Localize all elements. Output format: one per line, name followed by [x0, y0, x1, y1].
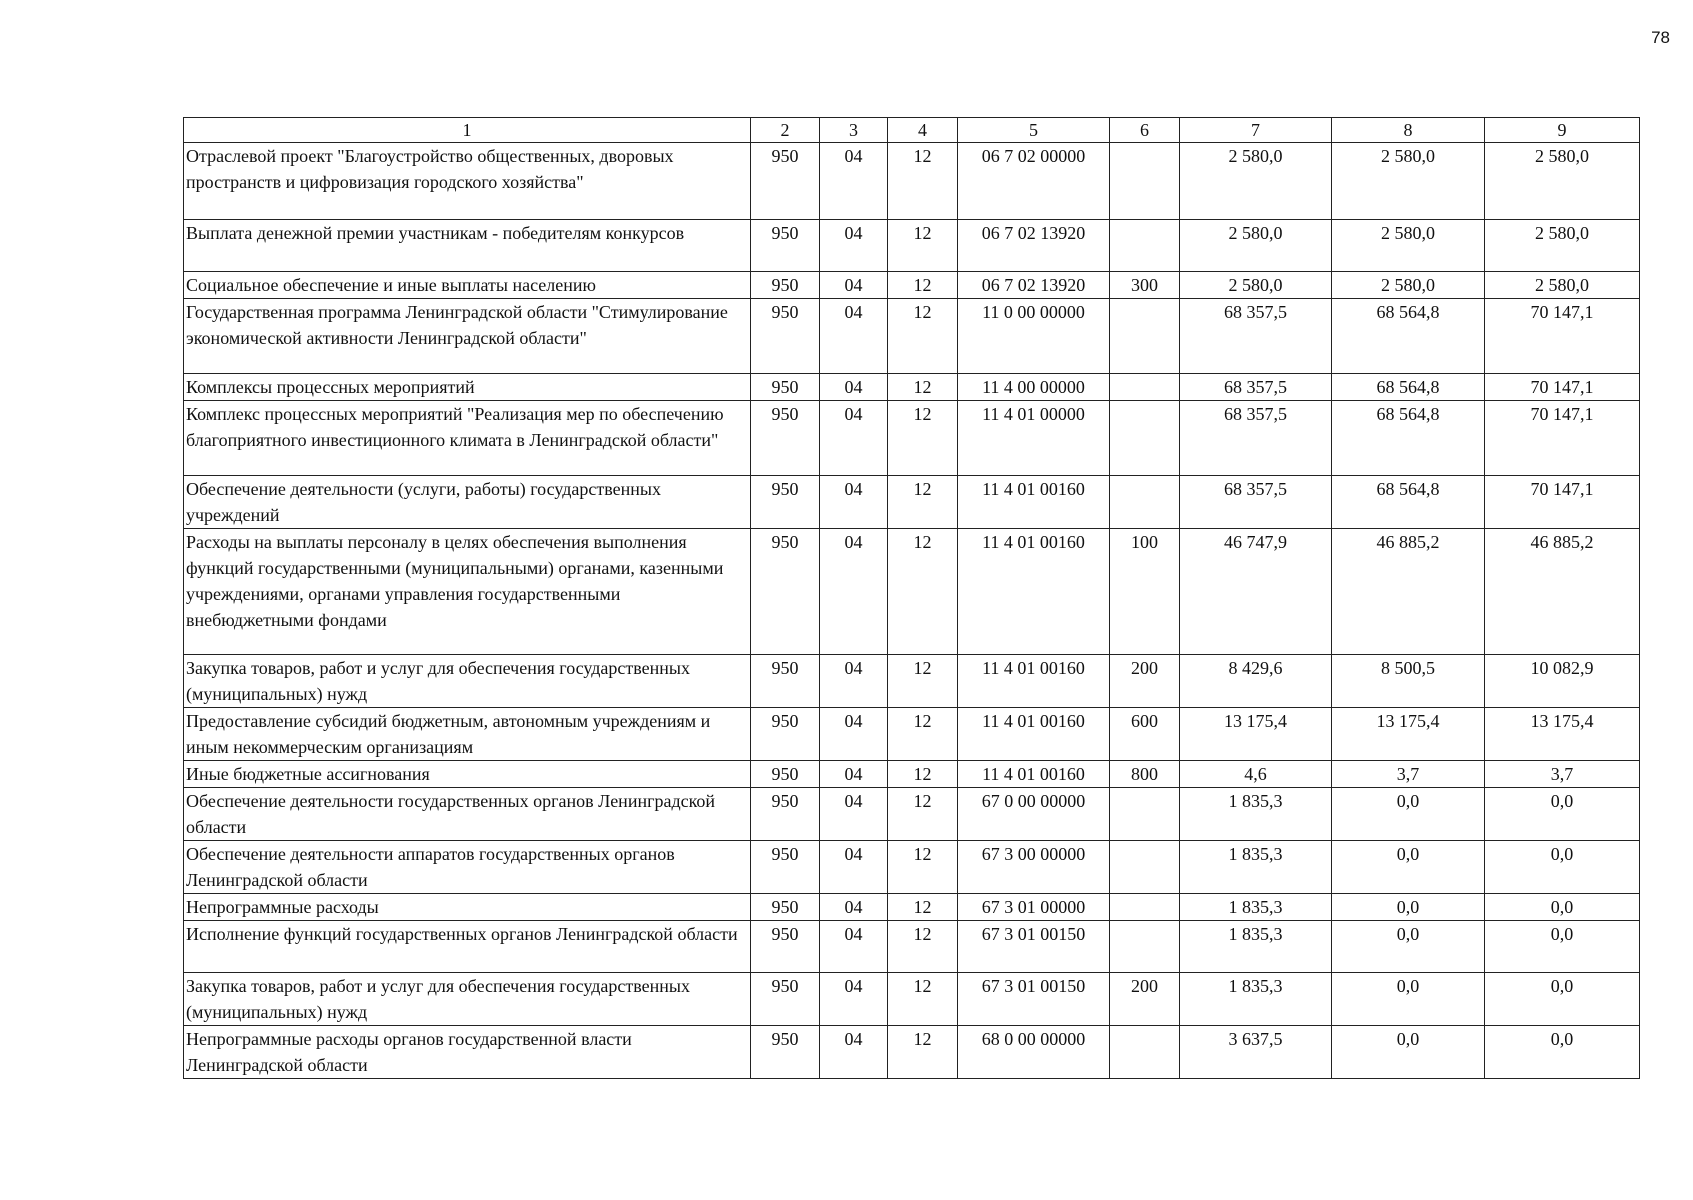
amount-col8-cell: 0,0: [1332, 921, 1485, 973]
row-name-cell: Закупка товаров, работ и услуг для обеспечения государственных (муниципальных) нужд: [184, 655, 751, 708]
table-row: [184, 788, 1640, 841]
target-article-cell: 06 7 02 13920: [958, 272, 1110, 299]
expense-type-cell: [1110, 401, 1180, 476]
expense-type-cell: [1110, 841, 1180, 894]
amount-col8-cell: 0,0: [1332, 788, 1485, 841]
amount-col9-cell: 0,0: [1485, 973, 1640, 1026]
budget-table: [183, 117, 1640, 1079]
amount-col8-cell: 3,7: [1332, 761, 1485, 788]
target-article-cell: 11 4 00 00000: [958, 374, 1110, 401]
table-row: [184, 894, 1640, 921]
section-cell: 04: [820, 761, 888, 788]
amount-col8-cell: 68 564,8: [1332, 476, 1485, 529]
row-name-cell: Социальное обеспечение и иные выплаты населению: [184, 272, 751, 299]
header-cell-5: 5: [958, 118, 1110, 143]
amount-col8-cell: 0,0: [1332, 841, 1485, 894]
row-name-cell: Непрограммные расходы органов государственной власти Ленинградской области: [184, 1026, 751, 1079]
subsection-cell: 12: [888, 841, 958, 894]
section-cell: 04: [820, 476, 888, 529]
expense-type-cell: 100: [1110, 529, 1180, 655]
expense-type-cell: 800: [1110, 761, 1180, 788]
row-name-cell: Комплекс процессных мероприятий "Реализация мер по обеспечению благоприятного инвестиционного климата в Ленинградской области": [184, 401, 751, 476]
subsection-cell: 12: [888, 143, 958, 220]
row-name-cell: Отраслевой проект "Благоустройство общественных, дворовых пространств и цифровизация городского хозяйства": [184, 143, 751, 220]
section-cell: 04: [820, 841, 888, 894]
table-row: [184, 973, 1640, 1026]
subsection-cell: 12: [888, 272, 958, 299]
target-article-cell: 11 4 01 00160: [958, 655, 1110, 708]
gl-code-cell: 950: [751, 299, 820, 374]
gl-code-cell: 950: [751, 921, 820, 973]
table-row: [184, 655, 1640, 708]
header-row: [184, 118, 1640, 143]
table-row: [184, 529, 1640, 655]
expense-type-cell: [1110, 476, 1180, 529]
expense-type-cell: [1110, 1026, 1180, 1079]
amount-col8-cell: 68 564,8: [1332, 401, 1485, 476]
table-row: [184, 1026, 1640, 1079]
gl-code-cell: 950: [751, 1026, 820, 1079]
amount-col9-cell: 70 147,1: [1485, 476, 1640, 529]
gl-code-cell: 950: [751, 476, 820, 529]
gl-code-cell: 950: [751, 143, 820, 220]
subsection-cell: 12: [888, 401, 958, 476]
amount-col7-cell: 3 637,5: [1180, 1026, 1332, 1079]
gl-code-cell: 950: [751, 973, 820, 1026]
target-article-cell: 67 3 01 00150: [958, 973, 1110, 1026]
amount-col7-cell: 1 835,3: [1180, 841, 1332, 894]
subsection-cell: 12: [888, 476, 958, 529]
amount-col8-cell: 0,0: [1332, 973, 1485, 1026]
target-article-cell: 68 0 00 00000: [958, 1026, 1110, 1079]
header-cell-4: 4: [888, 118, 958, 143]
expense-type-cell: [1110, 894, 1180, 921]
row-name-cell: Расходы на выплаты персоналу в целях обеспечения выполнения функций государственными (муниципальными) органами, казенными учреждениями, органами управления государственными внебюджетными фондами: [184, 529, 751, 655]
amount-col9-cell: 0,0: [1485, 841, 1640, 894]
subsection-cell: 12: [888, 921, 958, 973]
amount-col8-cell: 68 564,8: [1332, 299, 1485, 374]
target-article-cell: 11 0 00 00000: [958, 299, 1110, 374]
table-row: [184, 841, 1640, 894]
amount-col7-cell: 68 357,5: [1180, 299, 1332, 374]
expense-type-cell: [1110, 143, 1180, 220]
expense-type-cell: [1110, 788, 1180, 841]
amount-col7-cell: 13 175,4: [1180, 708, 1332, 761]
amount-col7-cell: 68 357,5: [1180, 401, 1332, 476]
target-article-cell: 11 4 01 00160: [958, 761, 1110, 788]
table-row: [184, 143, 1640, 220]
target-article-cell: 11 4 01 00160: [958, 529, 1110, 655]
amount-col7-cell: 2 580,0: [1180, 220, 1332, 272]
header-cell-8: 8: [1332, 118, 1485, 143]
table-row: [184, 374, 1640, 401]
amount-col9-cell: 70 147,1: [1485, 299, 1640, 374]
target-article-cell: 67 3 01 00000: [958, 894, 1110, 921]
gl-code-cell: 950: [751, 374, 820, 401]
table-row: [184, 708, 1640, 761]
section-cell: 04: [820, 655, 888, 708]
expense-type-cell: [1110, 220, 1180, 272]
expense-type-cell: 200: [1110, 655, 1180, 708]
section-cell: 04: [820, 1026, 888, 1079]
subsection-cell: 12: [888, 1026, 958, 1079]
section-cell: 04: [820, 921, 888, 973]
section-cell: 04: [820, 374, 888, 401]
header-cell-7: 7: [1180, 118, 1332, 143]
subsection-cell: 12: [888, 973, 958, 1026]
section-cell: 04: [820, 529, 888, 655]
amount-col9-cell: 70 147,1: [1485, 401, 1640, 476]
header-cell-6: 6: [1110, 118, 1180, 143]
subsection-cell: 12: [888, 788, 958, 841]
row-name-cell: Обеспечение деятельности государственных органов Ленинградской области: [184, 788, 751, 841]
subsection-cell: 12: [888, 655, 958, 708]
amount-col7-cell: 1 835,3: [1180, 788, 1332, 841]
gl-code-cell: 950: [751, 272, 820, 299]
amount-col9-cell: 10 082,9: [1485, 655, 1640, 708]
amount-col8-cell: 46 885,2: [1332, 529, 1485, 655]
expense-type-cell: [1110, 374, 1180, 401]
row-name-cell: Обеспечение деятельности аппаратов государственных органов Ленинградской области: [184, 841, 751, 894]
amount-col9-cell: 2 580,0: [1485, 220, 1640, 272]
section-cell: 04: [820, 894, 888, 921]
section-cell: 04: [820, 973, 888, 1026]
table-row: [184, 921, 1640, 973]
target-article-cell: 11 4 01 00000: [958, 401, 1110, 476]
amount-col8-cell: 68 564,8: [1332, 374, 1485, 401]
table-body: [184, 118, 1640, 1079]
section-cell: 04: [820, 143, 888, 220]
amount-col9-cell: 2 580,0: [1485, 143, 1640, 220]
table-row: [184, 761, 1640, 788]
amount-col8-cell: 0,0: [1332, 894, 1485, 921]
amount-col8-cell: 2 580,0: [1332, 272, 1485, 299]
section-cell: 04: [820, 708, 888, 761]
amount-col7-cell: 4,6: [1180, 761, 1332, 788]
row-name-cell: Исполнение функций государственных органов Ленинградской области: [184, 921, 751, 973]
amount-col7-cell: 1 835,3: [1180, 921, 1332, 973]
gl-code-cell: 950: [751, 529, 820, 655]
subsection-cell: 12: [888, 220, 958, 272]
amount-col9-cell: 46 885,2: [1485, 529, 1640, 655]
amount-col9-cell: 13 175,4: [1485, 708, 1640, 761]
expense-type-cell: 300: [1110, 272, 1180, 299]
subsection-cell: 12: [888, 529, 958, 655]
row-name-cell: Государственная программа Ленинградской области "Стимулирование экономической активности Ленинградской области": [184, 299, 751, 374]
gl-code-cell: 950: [751, 220, 820, 272]
header-cell-2: 2: [751, 118, 820, 143]
target-article-cell: 06 7 02 00000: [958, 143, 1110, 220]
table-row: [184, 272, 1640, 299]
amount-col7-cell: 1 835,3: [1180, 973, 1332, 1026]
subsection-cell: 12: [888, 761, 958, 788]
amount-col7-cell: 68 357,5: [1180, 374, 1332, 401]
target-article-cell: 67 0 00 00000: [958, 788, 1110, 841]
table-row: [184, 401, 1640, 476]
gl-code-cell: 950: [751, 708, 820, 761]
gl-code-cell: 950: [751, 894, 820, 921]
amount-col9-cell: 0,0: [1485, 894, 1640, 921]
subsection-cell: 12: [888, 374, 958, 401]
subsection-cell: 12: [888, 708, 958, 761]
table-row: [184, 476, 1640, 529]
expense-type-cell: 200: [1110, 973, 1180, 1026]
header-cell-3: 3: [820, 118, 888, 143]
amount-col9-cell: 0,0: [1485, 1026, 1640, 1079]
row-name-cell: Обеспечение деятельности (услуги, работы) государственных учреждений: [184, 476, 751, 529]
amount-col8-cell: 8 500,5: [1332, 655, 1485, 708]
row-name-cell: Закупка товаров, работ и услуг для обеспечения государственных (муниципальных) нужд: [184, 973, 751, 1026]
target-article-cell: 67 3 00 00000: [958, 841, 1110, 894]
section-cell: 04: [820, 220, 888, 272]
table-row: [184, 299, 1640, 374]
amount-col8-cell: 2 580,0: [1332, 220, 1485, 272]
amount-col9-cell: 0,0: [1485, 921, 1640, 973]
expense-type-cell: [1110, 299, 1180, 374]
amount-col8-cell: 2 580,0: [1332, 143, 1485, 220]
row-name-cell: Выплата денежной премии участникам - победителям конкурсов: [184, 220, 751, 272]
target-article-cell: 11 4 01 00160: [958, 708, 1110, 761]
subsection-cell: 12: [888, 894, 958, 921]
target-article-cell: 06 7 02 13920: [958, 220, 1110, 272]
expense-type-cell: [1110, 921, 1180, 973]
target-article-cell: 11 4 01 00160: [958, 476, 1110, 529]
header-cell-9: 9: [1485, 118, 1640, 143]
page-number: 78: [1651, 28, 1670, 47]
section-cell: 04: [820, 272, 888, 299]
amount-col7-cell: 8 429,6: [1180, 655, 1332, 708]
amount-col8-cell: 0,0: [1332, 1026, 1485, 1079]
target-article-cell: 67 3 01 00150: [958, 921, 1110, 973]
amount-col7-cell: 68 357,5: [1180, 476, 1332, 529]
row-name-cell: Комплексы процессных мероприятий: [184, 374, 751, 401]
header-cell-1: 1: [184, 118, 751, 143]
amount-col7-cell: 2 580,0: [1180, 272, 1332, 299]
table-row: [184, 220, 1640, 272]
row-name-cell: Непрограммные расходы: [184, 894, 751, 921]
gl-code-cell: 950: [751, 841, 820, 894]
gl-code-cell: 950: [751, 401, 820, 476]
row-name-cell: Иные бюджетные ассигнования: [184, 761, 751, 788]
amount-col9-cell: 0,0: [1485, 788, 1640, 841]
section-cell: 04: [820, 299, 888, 374]
row-name-cell: Предоставление субсидий бюджетным, автономным учреждениям и иным некоммерческим организациям: [184, 708, 751, 761]
expense-type-cell: 600: [1110, 708, 1180, 761]
gl-code-cell: 950: [751, 761, 820, 788]
amount-col9-cell: 3,7: [1485, 761, 1640, 788]
amount-col9-cell: 2 580,0: [1485, 272, 1640, 299]
amount-col7-cell: 46 747,9: [1180, 529, 1332, 655]
amount-col7-cell: 1 835,3: [1180, 894, 1332, 921]
section-cell: 04: [820, 788, 888, 841]
section-cell: 04: [820, 401, 888, 476]
amount-col7-cell: 2 580,0: [1180, 143, 1332, 220]
amount-col9-cell: 70 147,1: [1485, 374, 1640, 401]
subsection-cell: 12: [888, 299, 958, 374]
amount-col8-cell: 13 175,4: [1332, 708, 1485, 761]
gl-code-cell: 950: [751, 788, 820, 841]
gl-code-cell: 950: [751, 655, 820, 708]
